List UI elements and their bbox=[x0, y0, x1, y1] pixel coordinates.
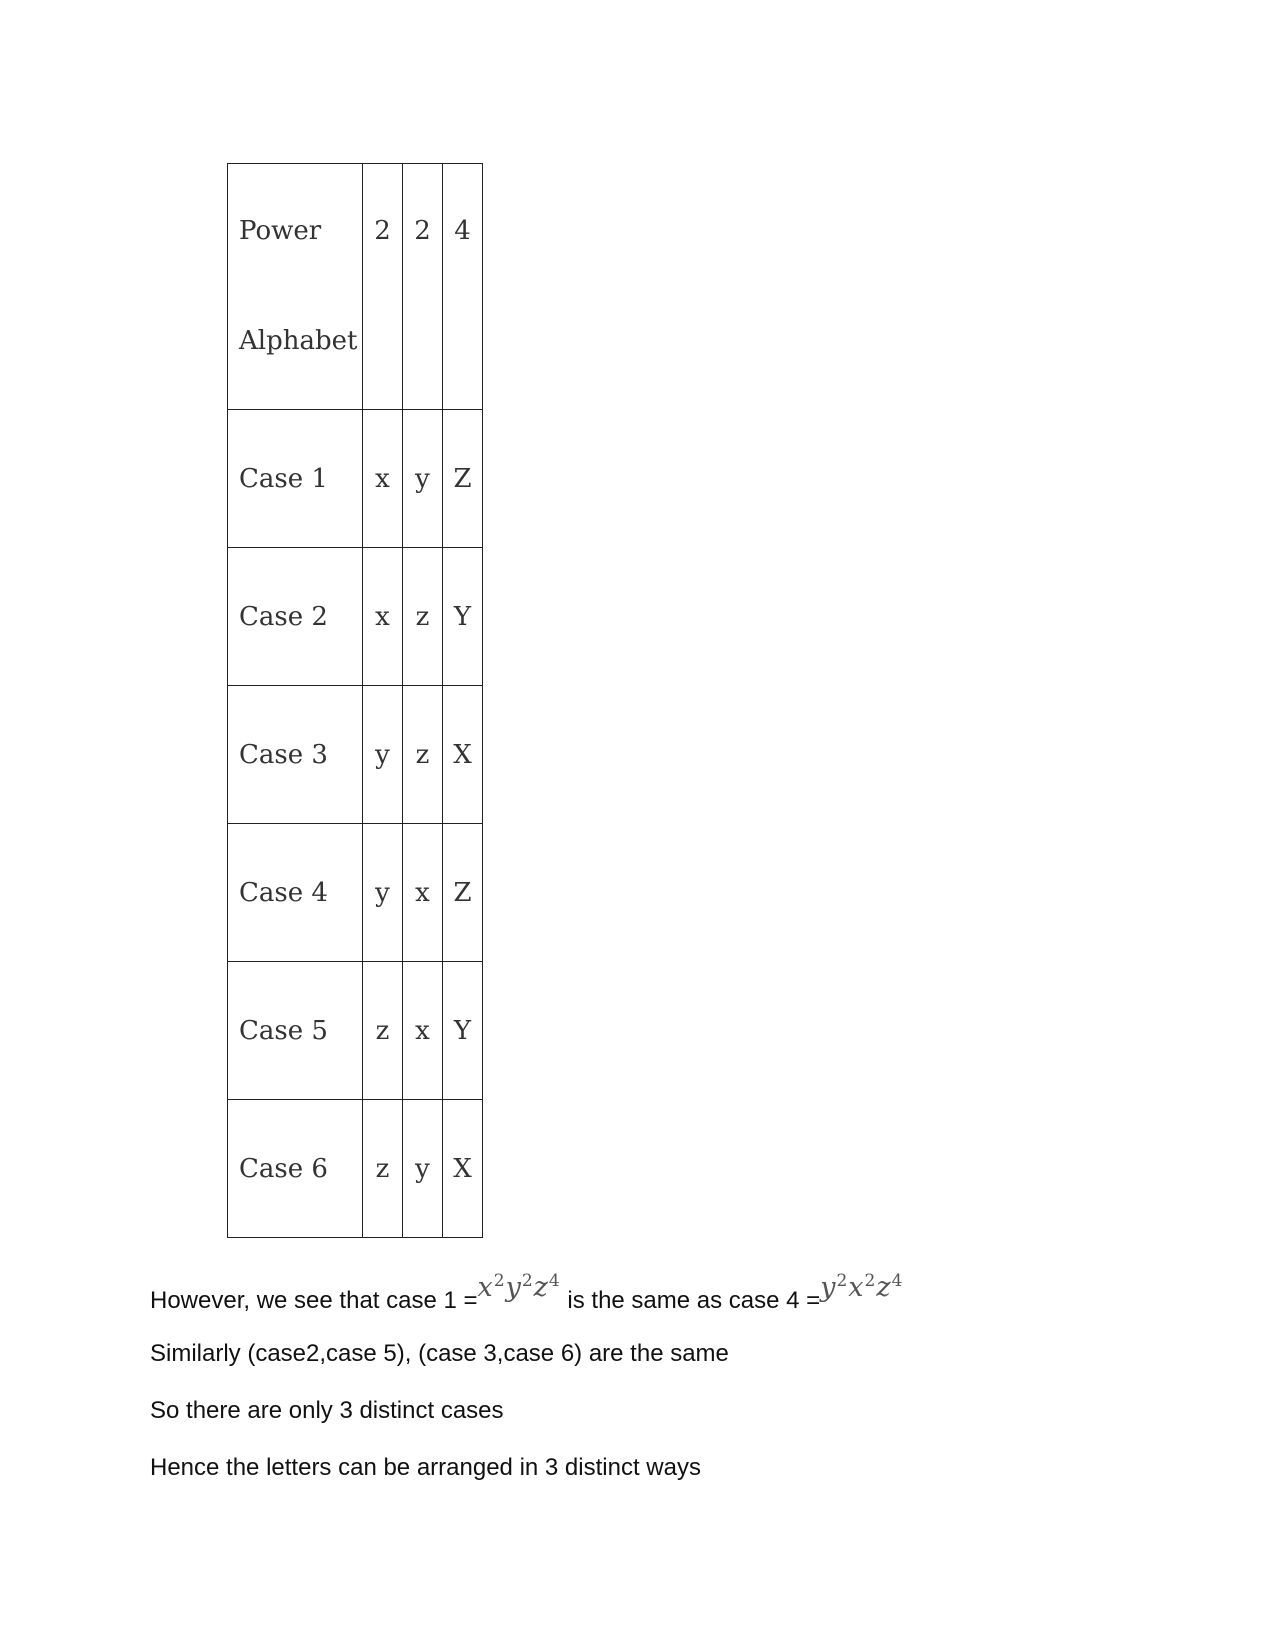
math-base: z bbox=[533, 1272, 549, 1303]
case-table bbox=[227, 163, 483, 1238]
math-exponent: 4 bbox=[548, 1271, 561, 1291]
case-label: Case 2 bbox=[228, 548, 363, 686]
math-exponent: 2 bbox=[493, 1271, 506, 1291]
header-label-cell bbox=[228, 164, 363, 410]
table-cell: y bbox=[403, 410, 443, 548]
power-value: 4 bbox=[454, 216, 471, 246]
case-label: Case 6 bbox=[228, 1100, 363, 1238]
table-cell: X bbox=[443, 686, 483, 824]
conclusion-line: Hence the letters can be arranged in 3 distinct ways bbox=[150, 1454, 701, 1481]
table-cell: x bbox=[403, 824, 443, 962]
power-cell bbox=[363, 164, 403, 410]
table-cell: x bbox=[403, 962, 443, 1100]
math-exponent: 2 bbox=[836, 1271, 849, 1291]
case-label: Case 3 bbox=[228, 686, 363, 824]
table-cell: y bbox=[363, 824, 403, 962]
table-row bbox=[228, 548, 483, 686]
math-base: x bbox=[477, 1272, 494, 1303]
table-cell: Y bbox=[443, 548, 483, 686]
math-exponent: 4 bbox=[891, 1271, 904, 1291]
table-cell: y bbox=[363, 686, 403, 824]
case-label: Case 4 bbox=[228, 824, 363, 962]
math-base: y bbox=[820, 1272, 837, 1303]
table-row bbox=[228, 824, 483, 962]
comparison-text-middle: is the same as case 4 = bbox=[560, 1287, 821, 1314]
table-cell: X bbox=[443, 1100, 483, 1238]
table-cell: x bbox=[363, 548, 403, 686]
case1-expression bbox=[478, 1272, 561, 1303]
math-exponent: 2 bbox=[864, 1271, 877, 1291]
power-value: 2 bbox=[374, 216, 391, 246]
table-cell: y bbox=[403, 1100, 443, 1238]
power-cell bbox=[443, 164, 483, 410]
math-base: z bbox=[876, 1272, 892, 1303]
power-label: Power bbox=[239, 216, 322, 246]
power-cell bbox=[403, 164, 443, 410]
table-cell: z bbox=[403, 548, 443, 686]
table-cell: z bbox=[363, 1100, 403, 1238]
comparison-line bbox=[150, 1271, 904, 1315]
table-cell: x bbox=[363, 410, 403, 548]
math-base: y bbox=[505, 1272, 522, 1303]
table-row bbox=[228, 410, 483, 548]
alphabet-label: Alphabet bbox=[239, 326, 358, 356]
comparison-text-start: However, we see that case 1 = bbox=[150, 1287, 478, 1314]
table-cell: z bbox=[363, 962, 403, 1100]
distinct-cases-line: So there are only 3 distinct cases bbox=[150, 1397, 504, 1424]
table-cell: z bbox=[403, 686, 443, 824]
table-cell: Z bbox=[443, 824, 483, 962]
case-label: Case 1 bbox=[228, 410, 363, 548]
math-base: x bbox=[848, 1272, 865, 1303]
table-header-row bbox=[228, 164, 483, 410]
table-row bbox=[228, 1100, 483, 1238]
table-row bbox=[228, 962, 483, 1100]
case-label: Case 5 bbox=[228, 962, 363, 1100]
similarity-line: Similarly (case2,case 5), (case 3,case 6) are the same bbox=[150, 1340, 729, 1367]
math-exponent: 2 bbox=[521, 1271, 534, 1291]
case4-expression bbox=[820, 1272, 903, 1303]
power-value: 2 bbox=[414, 216, 431, 246]
table-cell: Z bbox=[443, 410, 483, 548]
table-cell: Y bbox=[443, 962, 483, 1100]
table-row bbox=[228, 686, 483, 824]
